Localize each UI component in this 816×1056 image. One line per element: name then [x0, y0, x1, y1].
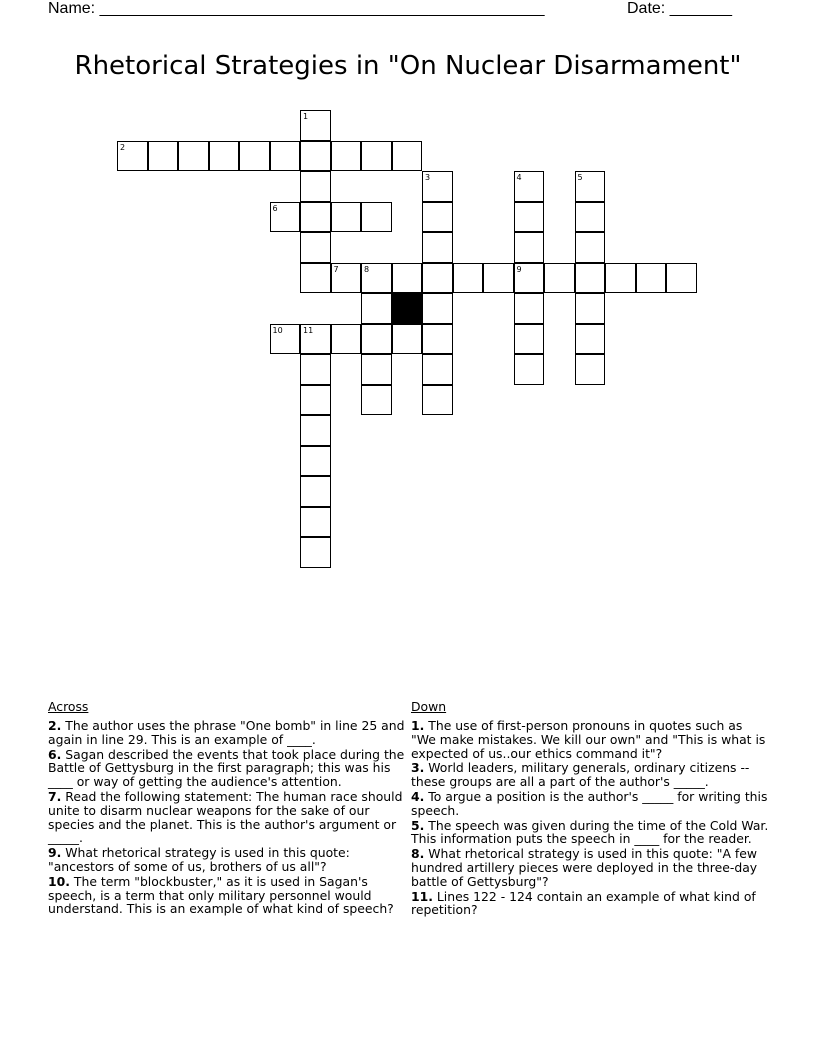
page-title: Rhetorical Strategies in "On Nuclear Disarmament" [74, 51, 742, 81]
crossword-cell[interactable] [117, 141, 148, 172]
crossword-cell[interactable] [544, 263, 575, 294]
clue-down-8: 8. What rhetorical strategy is used in this quote: "A few hundred artillery pieces were deployed in the three-day battle of Gettysburg"? [411, 846, 758, 889]
crossword-cell[interactable] [300, 324, 331, 355]
clue-number-label: 7 [333, 264, 339, 274]
clue-across-10: 10. The term "blockbuster," as it is used in Sagan's speech, is a term that only military personnel would understand. This is an example of what kind of speech? [48, 873, 394, 917]
crossword-cell[interactable] [575, 171, 606, 202]
crossword-cell[interactable] [361, 263, 392, 294]
crossword-cell[interactable] [361, 385, 392, 416]
crossword-cell[interactable] [331, 263, 362, 294]
crossword-cell[interactable] [331, 202, 362, 233]
crossword-cell[interactable] [178, 141, 209, 172]
crossword-cell[interactable] [331, 324, 362, 355]
crossword-cell[interactable] [483, 263, 514, 294]
clue-number-label: 6 [272, 203, 278, 213]
crossword-cell[interactable] [514, 293, 545, 324]
crossword-cell[interactable] [300, 110, 331, 141]
crossword-cell[interactable] [514, 324, 545, 355]
crossword-cell[interactable] [300, 537, 331, 568]
crossword-cell[interactable] [575, 232, 606, 263]
crossword-cell[interactable] [666, 263, 697, 294]
crossword-cell[interactable] [422, 171, 453, 202]
crossword-cell[interactable] [514, 171, 545, 202]
crossword-cell[interactable] [422, 263, 453, 294]
crossword-cell[interactable] [392, 141, 423, 172]
crossword-cell[interactable] [575, 293, 606, 324]
clue-number-label: 1 [303, 112, 309, 121]
crossword-cell[interactable] [300, 476, 331, 507]
crossword-cell[interactable] [575, 263, 606, 294]
crossword-cell[interactable] [392, 263, 423, 294]
crossword-cell[interactable] [422, 354, 453, 385]
crossword-cell[interactable] [361, 324, 392, 355]
crossword-cell[interactable] [300, 385, 331, 416]
clue-number-label: 2 [120, 142, 126, 152]
crossword-cell[interactable] [270, 141, 301, 172]
clue-number-label: 8 [364, 264, 370, 274]
crossword-cell[interactable] [453, 263, 484, 294]
date-field-label: Date: _______ [627, 0, 732, 17]
crossword-cell[interactable] [209, 141, 240, 172]
clue-number-label: 10 [272, 325, 283, 335]
clue-across-7: 7. Read the following statement: The human race should unite to disarm nuclear weapons for the sake of our species and the planet. This is the author's argument or _____. [48, 788, 403, 846]
crossword-cell[interactable] [422, 385, 453, 416]
clue-number-label: 5 [577, 173, 583, 182]
crossword-cell[interactable] [575, 354, 606, 385]
clue-down-11: 11. Lines 122 - 124 contain an example of what kind of repetition? [411, 888, 756, 918]
crossword-cell[interactable] [300, 263, 331, 294]
crossword-cell[interactable] [514, 232, 545, 263]
clue-number-label: 3 [425, 173, 431, 182]
crossword-cell[interactable] [422, 232, 453, 263]
crossword-cell[interactable] [422, 324, 453, 355]
clue-across-9: 9. What rhetorical strategy is used in this quote: "ancestors of some of us, brothers of us all"? [48, 845, 350, 874]
crossword-cell[interactable] [239, 141, 270, 172]
clue-number-label: 9 [516, 264, 522, 274]
crossword-cell[interactable] [300, 171, 331, 202]
crossword-cell[interactable] [514, 263, 545, 294]
crossword-cell[interactable] [636, 263, 667, 294]
black-square [392, 293, 423, 324]
down-heading: Down [411, 699, 447, 714]
crossword-cell[interactable] [300, 415, 331, 446]
crossword-cell[interactable] [270, 202, 301, 233]
clue-down-4: 4. To argue a position is the author's _____ for writing this speech. [411, 788, 768, 818]
crossword-cell[interactable] [300, 446, 331, 477]
crossword-cell[interactable] [422, 202, 453, 233]
clue-down-5: 5. The speech was given during the time of the Cold War. This information puts the speech in ____ for the reader. [411, 817, 769, 847]
name-field-label: Name: __________________________________________________ [48, 0, 545, 17]
crossword-cell[interactable] [300, 141, 331, 172]
crossword-cell[interactable] [148, 141, 179, 172]
crossword-cell[interactable] [575, 324, 606, 355]
crossword-cell[interactable] [300, 202, 331, 233]
across-heading: Across [48, 699, 89, 714]
crossword-cell[interactable] [422, 293, 453, 324]
crossword-cell[interactable] [361, 354, 392, 385]
crossword-cell[interactable] [300, 507, 331, 538]
clue-across-6: 6. Sagan described the events that took place during the Battle of Gettysburg in the first paragraph; this was his ____ or way of getting the audience's attention. [48, 746, 405, 790]
crossword-cell[interactable] [575, 202, 606, 233]
crossword-cell[interactable] [270, 324, 301, 355]
crossword-cell[interactable] [331, 141, 362, 172]
crossword-cell[interactable] [361, 293, 392, 324]
clue-down-1: 1. The use of first-person pronouns in quotes such as "We make mistakes. We kill our own" and "This is what is expected of us..our ethics command it"? [411, 718, 766, 761]
across-clues [48, 700, 408, 917]
crossword-cell[interactable] [300, 354, 331, 385]
clue-number-label: 11 [303, 325, 314, 335]
down-clues [411, 700, 771, 918]
clue-number-label: 4 [516, 173, 522, 182]
crossword-cell[interactable] [361, 141, 392, 172]
crossword-cell[interactable] [392, 324, 423, 355]
crossword-cell[interactable] [514, 354, 545, 385]
crossword-cell[interactable] [605, 263, 636, 294]
clue-down-3: 3. World leaders, military generals, ordinary citizens -- these groups are all a part of the author's _____. [411, 760, 750, 790]
crossword-cell[interactable] [361, 202, 392, 233]
crossword-cell[interactable] [300, 232, 331, 263]
clue-across-2: 2. The author uses the phrase "One bomb" in line 25 and again in line 29. This is an example of ____. [48, 718, 405, 747]
crossword-cell[interactable] [514, 202, 545, 233]
